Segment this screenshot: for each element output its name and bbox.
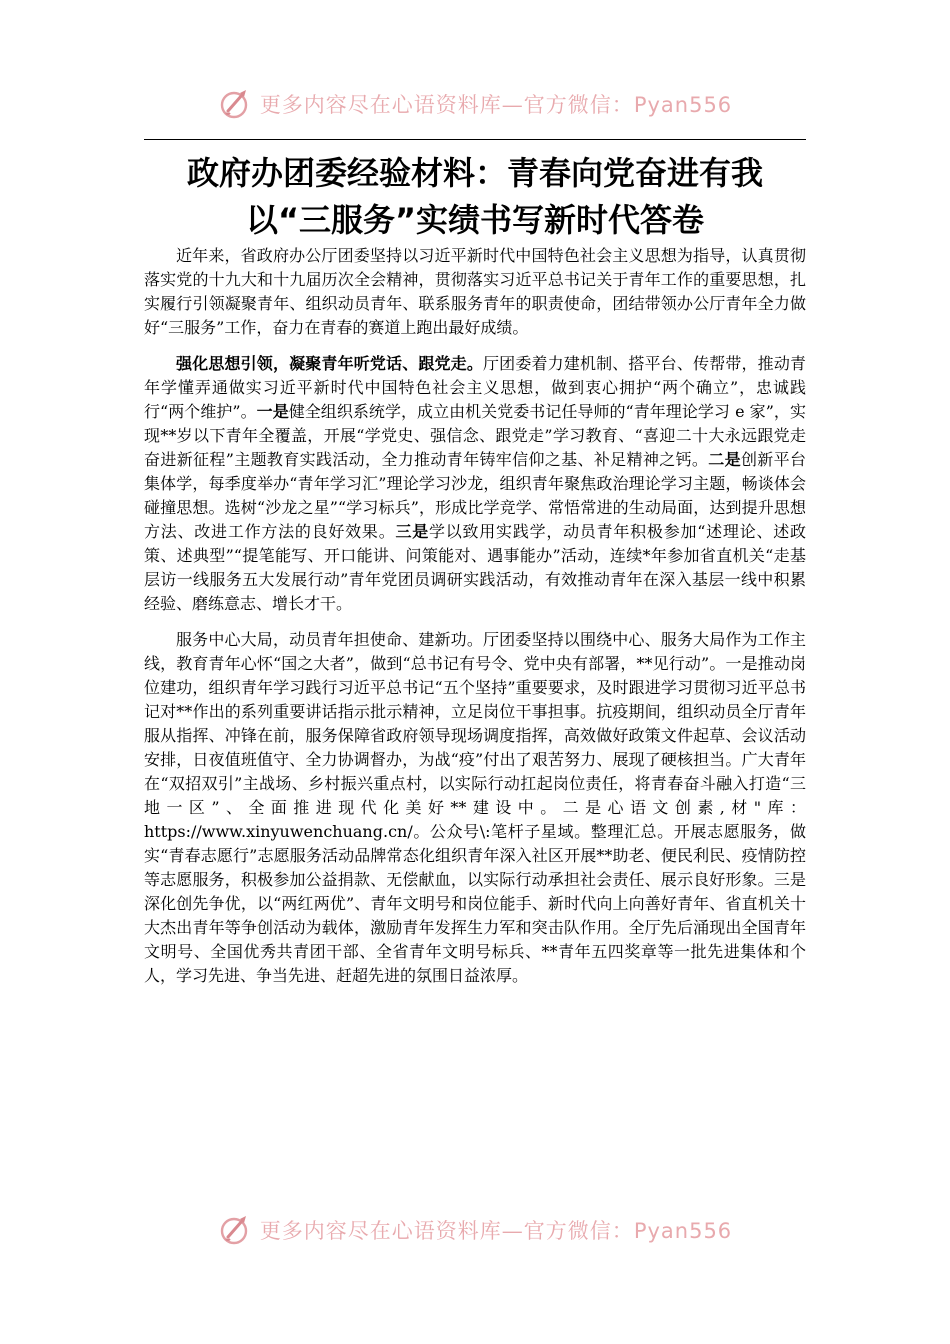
paragraph-serve-center: 服务中心大局，动员青年担使命、建新功。厅团委坚持以围绕中心、服务大局作为工作主线，教育青年心怀“国之大者”，做到“总书记有号令、党中央有部署，**见行动”。一是推动岗位建功，组织青年学习践行习近平总书记“五个坚持”重要要求，及时跟进学习贯彻习近平总书记对**作出的系列重要讲话指示批示精神，立足岗位干事担事。抗疫期间，组织动员全厅青年服从指挥、冲锋在前，服务保障省政府领导现场调度指挥，高效做好政策文件起草、会议活动安排，日夜值班值守、全力协调督办，为战“疫”付出了艰苦努力、展现了硬核担当。广大青年在“双招双引”主战场、乡村振兴重点村，以实际行动扛起岗位责任，将青春奋斗融入打造“三地一区”、全面推进现代化美好**建设中。二是心语文创素,材"库：https://www.xinyuwenchuang.cn/。公众号\:笔杆子星域。整理汇总。开展志愿服务，做实“青春志愿行”志愿服务活动品牌常态化组织青年深入社区开展**助老、便民利民、疫情防控等志愿服务，积极参加公益捐款、无偿献血，以实际行动承担社会责任、展示良好形象。三是深化创先争优，以“两红两优”、青年文明号和岗位能手、新时代向上向善好青年、省直机关十大杰出青年等争创活动为载体，激励青年发挥生力军和突击队作用。全厅先后涌现出全国青年文明号、全国优秀共青团干部、全省青年文明号标兵、**青年五四奖章等一批先进集体和个人，学习先进、争当先进、赶超先进的氛围日益浓厚。 (144, 630, 806, 985)
brush-logo-icon (218, 87, 252, 121)
watermark-text: 更多内容尽在心语资料库—官方微信：Pyan556 (259, 93, 733, 117)
item-marker-1: 一是 (256, 402, 289, 421)
item-marker-3: 三是 (395, 522, 429, 541)
footer-watermark (0, 1210, 950, 1250)
paragraph-heading: 强化思想引领，凝聚青年听党话、跟党走。 (176, 354, 483, 373)
item-marker-2: 二是 (708, 450, 741, 469)
paragraph-intro: 近年来，省政府办公厅团委坚持以习近平新时代中国特色社会主义思想为指导，认真贯彻落实党的十九大和十九届历次全会精神，贯彻落实习近平总书记关于青年工作的重要思想，扎实履行引领凝聚青年、组织动员青年、联系服务青年的职责使命，团结带领办公厅青年全力做好“三服务”工作，奋力在青春的赛道上跑出最好成绩。 (144, 246, 806, 337)
watermark-text: 更多内容尽在心语资料库—官方微信：Pyan556 (259, 1219, 733, 1243)
header-rule (144, 139, 806, 140)
paragraph-thought-guidance: 强化思想引领，凝聚青年听党话、跟党走。厅团委着力建机制、搭平台、传帮带，推动青年学懂弄通做实习近平新时代中国特色社会主义思想，做到衷心拥护“两个确立”，忠诚践行“两个维护”。一是健全组织系统学，成立由机关党委书记任导师的“青年理论学习 e 家”，实现**岁以下青年全覆盖，开展“学党史、强信念、跟党走”学习教育、“喜迎二十大永远跟党走奋进新征程”主题教育实践活动，全力推动青年铸牢信仰之基、补足精神之钙。二是创新平台集体学，每季度举办“青年学习汇”理论学习沙龙，组织青年聚焦政治理论学习主题，畅谈体会碰撞思想。选树“沙龙之星”“学习标兵”，形成比学竞学、常悟常进的生动局面，达到提升思想方法、改进工作方法的良好效果。三是学以致用实践学，动员青年积极参加“述理论、述政策、述典型”“提笔能写、开口能讲、问策能对、遇事能办”活动，连续*年参加省直机关“走基层访一线服务五大发展行动”青年党团员调研实践活动，有效推动青年在深入基层一线中积累经验、磨练意志、增长才干。 (144, 354, 806, 613)
document-title (144, 150, 806, 244)
title-line-2: 以“三服务”实绩书写新时代答卷 (245, 201, 705, 239)
header-watermark (0, 84, 950, 124)
brush-logo-icon (218, 1213, 252, 1247)
title-line-1: 政府办团委经验材料：青春向党奋进有我 (186, 154, 763, 192)
document-body (144, 244, 806, 1000)
